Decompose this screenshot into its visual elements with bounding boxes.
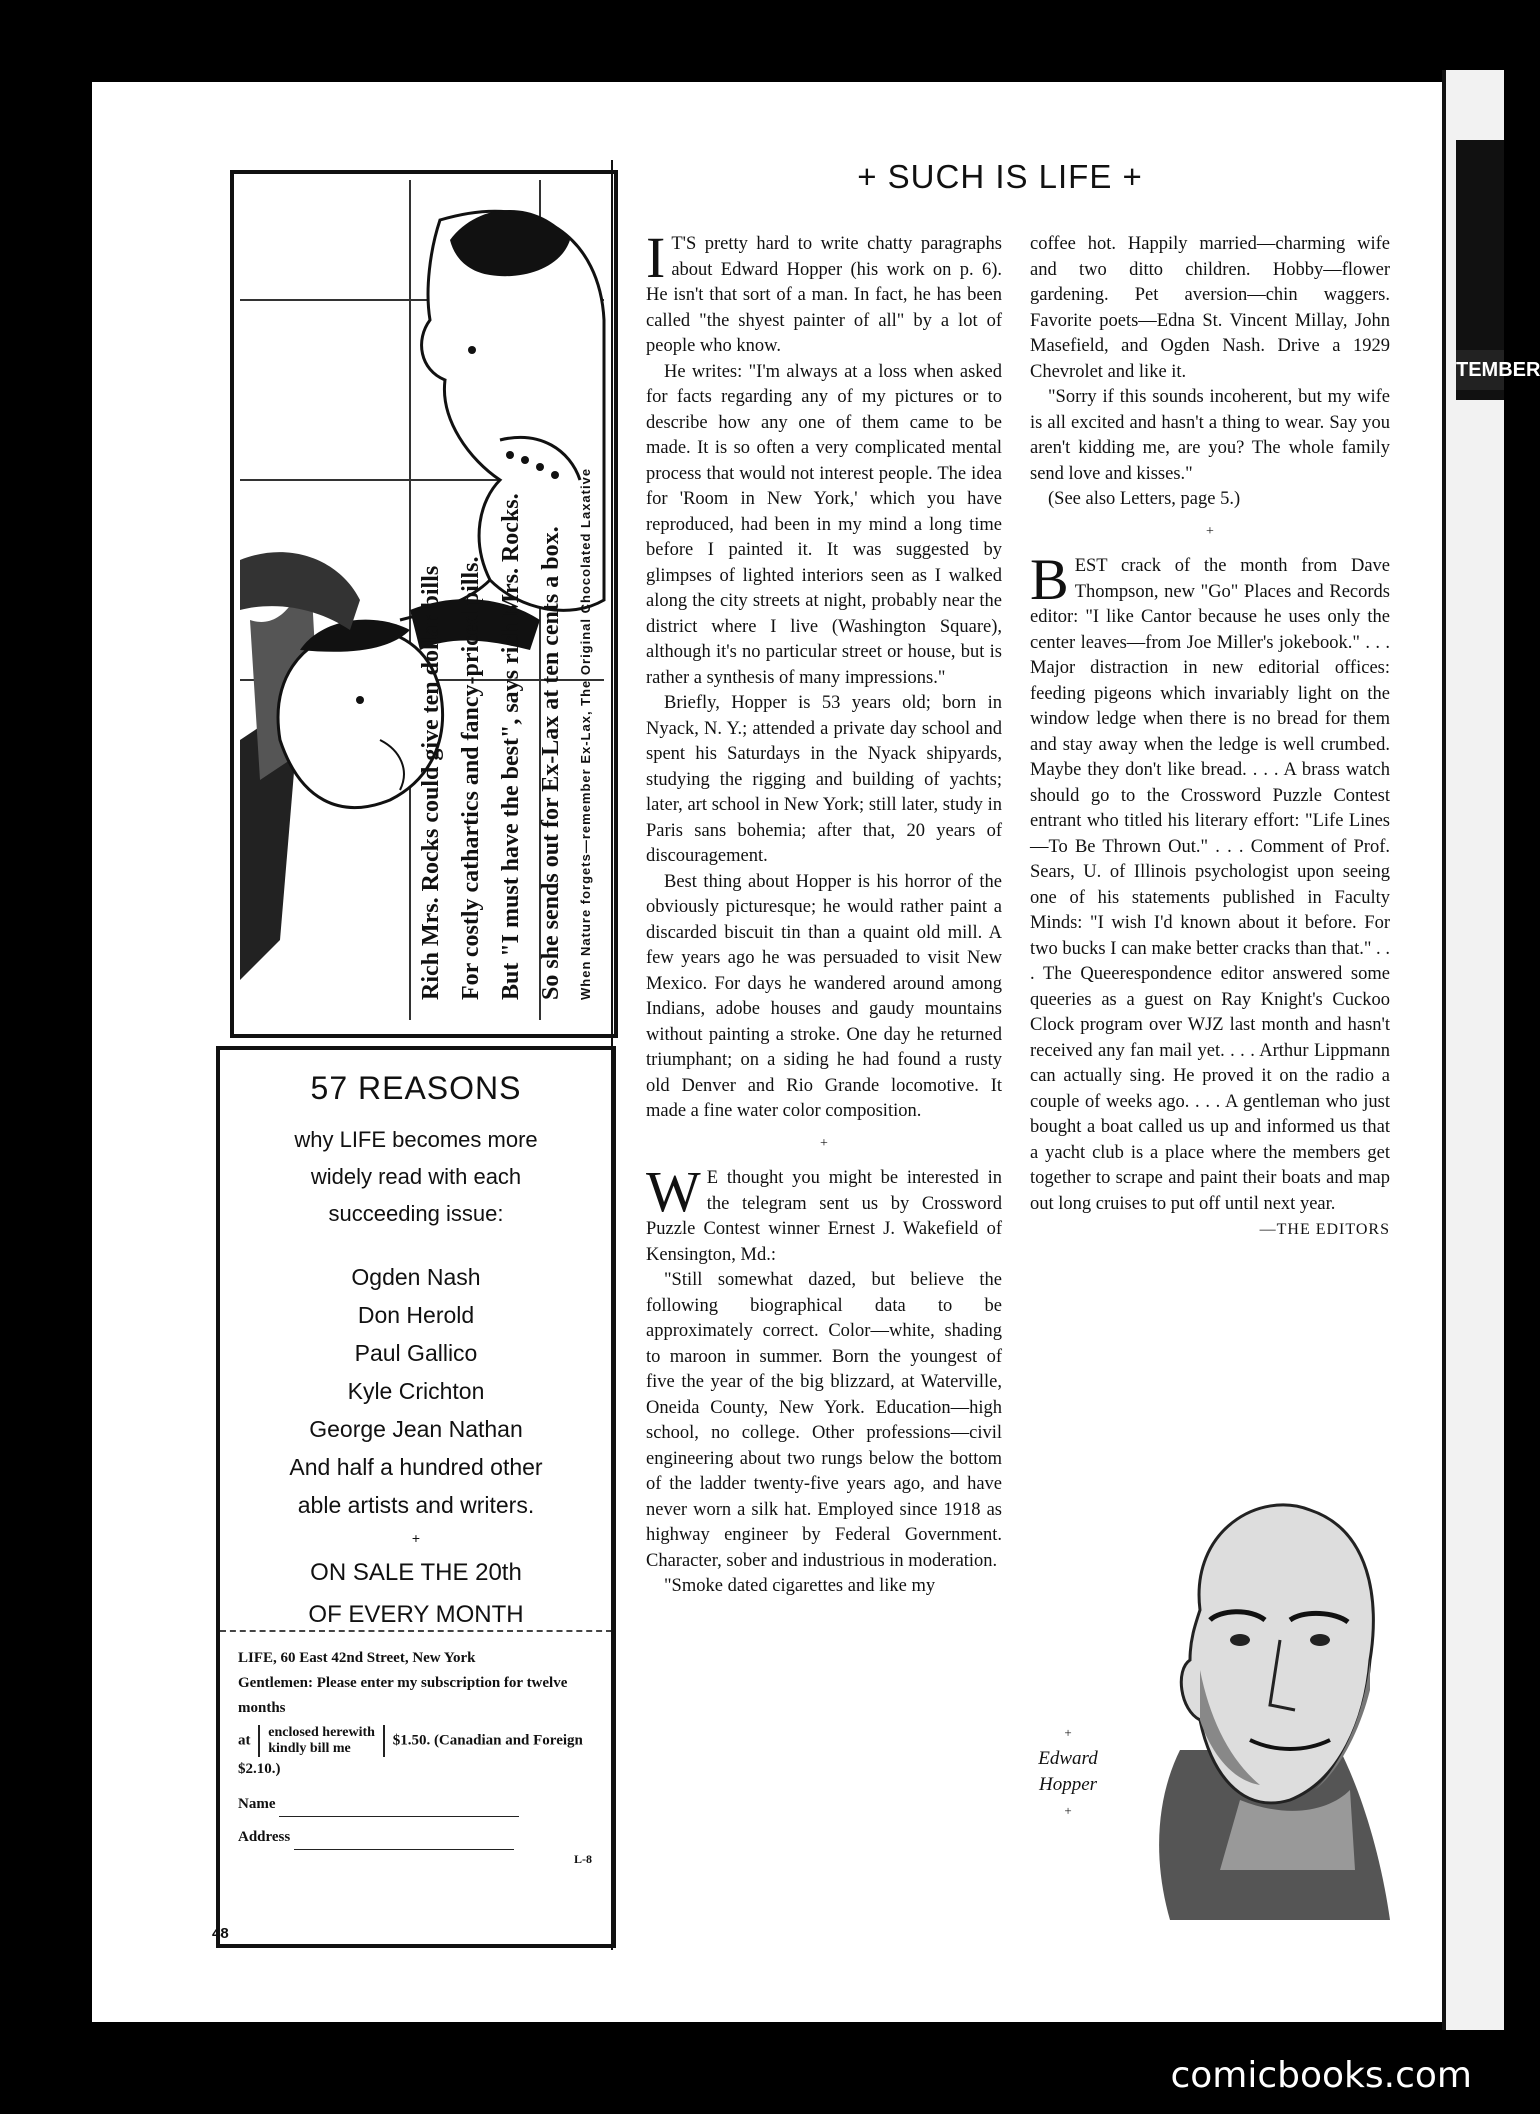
- name-field[interactable]: [279, 1816, 519, 1817]
- paragraph: "Smoke dated cigarettes and like my: [664, 1576, 936, 1596]
- ornament: +: [1064, 1725, 1072, 1740]
- paragraph: I T'S pretty hard to write chatty paragraphs about Edward Hopper (his work on p. 6). He isn't that sort of a man. In fact, he has been called "the shyest painter of all" by a lot of people who know.: [646, 225, 1002, 356]
- edward-hopper-portrait: [1090, 1490, 1420, 1930]
- portrait-caption: [1022, 1720, 1114, 1824]
- coupon-name-row: [238, 1792, 594, 1817]
- coupon-address: LIFE, 60 East 42nd Street, New York: [238, 1650, 476, 1666]
- option-bill-me[interactable]: kindly bill me: [268, 1741, 351, 1756]
- paragraph: "Sorry if this sounds incoherent, but my wife is all excited and hasn't a thing to wear. Say you aren't kidding me, are you? The whole family send love and kisses.": [1030, 387, 1390, 484]
- ad-rotated-copy: [240, 180, 604, 1020]
- next-page-edge: [1442, 70, 1540, 2030]
- address-label: Address: [238, 1829, 291, 1845]
- contributor-name: Ogden Nash: [351, 1264, 481, 1290]
- ex-lax-ad: [230, 170, 618, 1038]
- ornament: +: [411, 1530, 421, 1546]
- ad-line-4: So she sends out for Ex-Lax at ten cents a box.: [538, 526, 564, 1000]
- paragraph: W E thought you might be interested in the telegram sent us by Crossword Puzzle Contest winner Ernest J. Wakefield of Kensington, Md.:: [646, 1159, 1002, 1265]
- ad-line-1: Rich Mrs. Rocks could give ten dollar bills: [418, 565, 444, 1000]
- drop-cap: W: [646, 1159, 701, 1224]
- coupon-code: L-8: [574, 1852, 592, 1866]
- article-column-1: [646, 225, 1002, 1600]
- ad-line-2: For costly cathartics and fancy-priced pills.: [458, 556, 484, 1000]
- article-column-2: [1030, 232, 1390, 1243]
- editors-signature: —THE EDITORS: [1259, 1221, 1390, 1238]
- page-number: 48: [212, 1925, 229, 1942]
- paragraph: (See also Letters, page 5.): [1048, 489, 1241, 509]
- paragraph: Best thing about Hopper is his horror of the obviously picturesque; he would rather paint a discarded biscuit tin than a quaint old mill. A few years ago he was persuaded to visit New Mexico. For days he wandered around among Indians, adobe houses and gaudy mountains without painting a stroke. One day he returned triumphant; on a siding he had found a rusty old Denver and Rio Grande locomotive. It made a fine water color composition.: [646, 871, 1002, 1121]
- caption-line-1: Edward: [1038, 1748, 1098, 1769]
- contributor-name: Paul Gallico: [354, 1340, 478, 1366]
- drop-cap: B: [1030, 547, 1069, 612]
- contributor-name: Kyle Crichton: [347, 1378, 485, 1404]
- on-sale-line-2: OF EVERY MONTH: [308, 1601, 524, 1628]
- contributor-name: And half a hundred other able artists and writers.: [289, 1454, 543, 1518]
- coupon-options-row: [238, 1725, 594, 1782]
- paragraph: "Still somewhat dazed, but believe the following biographical data to be approximately correct. Color—white, shading to maroon in summer. Born the youngest of five the year of the big blizzard, at Waterville, Oneida County, New York. Education—high school, no college. Other professions—civil engineering about two rungs below the bottom of the ladder twenty-five years ago, and have never worn a silk hat. Employed since 1918 as highway engineer by Federal Government. Character, sober and industrious in moderation.: [646, 1270, 1002, 1571]
- ornament: +: [820, 1135, 828, 1151]
- subscription-title: 57 REASONS: [310, 1070, 522, 1106]
- drop-cap: I: [646, 225, 666, 290]
- contributor-list: [220, 1258, 612, 1524]
- contributor-name: Don Herold: [357, 1302, 475, 1328]
- ornament: +: [1206, 523, 1214, 539]
- address-field[interactable]: [294, 1849, 514, 1850]
- subscription-coupon: [220, 1630, 612, 1866]
- paragraph: He writes: "I'm always at a loss when asked for facts regarding any of my pictures or to describe how any one of them came to be made. It is so often a very complicated mental process that would not interest people. The idea for 'Room in New York,' which you have reproduced, had been in my mind a long time before I painted it. It was suggested by glimpses of lighted interiors seen as I walked along the city streets at night, probably near the district where I live (Washington Square), although it's no particular street or house, but is rather a synthesis of many impressions.": [646, 361, 1002, 688]
- caption-line-2: Hopper: [1038, 1774, 1098, 1795]
- paragraph: Briefly, Hopper is 53 years old; born in Nyack, N. Y.; attended a private day school and spent his Saturdays in the Nyack shipyards, studying the rigging and building of yachts; later, art school in New York; still later, study in Paris sans bohemia; after that, 20 years of discouragement.: [646, 693, 1002, 866]
- on-sale-notice: [220, 1552, 612, 1636]
- paragraph: coffee hot. Happily married—charming wife and two ditto children. Hobby—flower gardening. Pet aversion—chin waggers. Favorite poets—Edna St. Vincent Millay, John Masefield, and Ogden Nash. Drive a 1929 Chevrolet and like it.: [1030, 234, 1390, 382]
- contributor-name: George Jean Nathan: [309, 1416, 523, 1442]
- coupon-payment-options: [258, 1725, 385, 1757]
- on-sale-line-1: ON SALE THE 20th: [310, 1559, 522, 1586]
- site-watermark: comicbooks.com: [1170, 2055, 1472, 2096]
- coupon-request: Gentlemen: Please enter my subscription for twelve months: [238, 1675, 568, 1716]
- paragraph: BEST crack of the month from Dave Thompson, new "Go" Places and Records editor: "I like Cantor because he uses only the center leaves—from Joe Miller's jokebook." . . . Major distraction in new editorial offices: feeding pigeons which invariably light on the window ledge when there is no bread for them and stay away when the ledge is well crumbed. Maybe they don't like bread. . . . A brass watch should go to the Crossword Puzzle Contest entrant who titled his literary effort: "Life Lines—To Be Thrown Out." . . . Comment of Prof. Sears, U. of Illinois psychologist upon seeing one of his statements published in Faculty Minds: "I wish I'd known about it before. For two bucks I can make better cracks than that." . . . The Queerespondence editor answered some queeries as a guest on Ray Knight's Cuckoo Clock program over WJZ last month and hasn't received any fan mail yet. . . . Arthur Lippmann can actually sing. He proved it on the radio a couple of weeks ago. . . . A gentleman who just bought a boat called us up and informed us that a yacht club is a place where the members get together to scrape and paint their boats and map out long cruises to put off until next year.: [1030, 547, 1390, 1214]
- ad-line-3: But "I must have the best", says rich Mrs. Rocks.: [498, 493, 524, 1000]
- page-title: + SUCH IS LIFE +: [857, 158, 1143, 195]
- coupon-at: at: [238, 1732, 251, 1749]
- ornament: +: [1064, 1803, 1072, 1818]
- coupon-address-row: [238, 1825, 594, 1850]
- coupon-price: $1.50. (Canadian and Foreign $2.10.): [238, 1732, 583, 1777]
- next-page-label: TEMBER: [1456, 350, 1504, 390]
- ad-tagline: When Nature forgets—remember Ex-Lax, The Original Chocolated Laxative: [578, 467, 593, 1000]
- subscription-intro: why LIFE becomes more widely read with each succeeding issue:: [294, 1127, 538, 1226]
- option-enclosed[interactable]: enclosed herewith: [268, 1725, 375, 1740]
- column-rule: [611, 160, 613, 1950]
- subscription-ad: [216, 1046, 616, 1948]
- name-label: Name: [238, 1796, 276, 1812]
